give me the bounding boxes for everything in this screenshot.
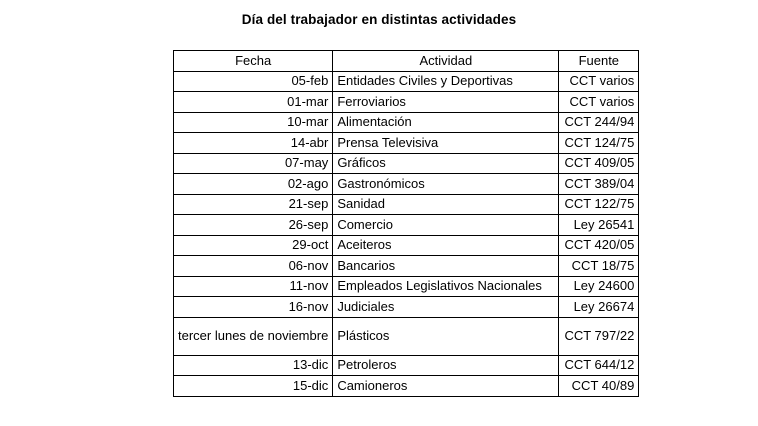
cell-fuente: CCT 124/75 <box>559 133 639 154</box>
table-row <box>174 235 639 256</box>
cell-actividad: Gráficos <box>333 153 559 174</box>
cell-fuente: CCT varios <box>559 92 639 113</box>
cell-actividad: Prensa Televisiva <box>333 133 559 154</box>
table-row <box>174 194 639 215</box>
cell-fuente: CCT 797/22 <box>559 317 639 355</box>
table-row <box>174 215 639 236</box>
cell-actividad: Comercio <box>333 215 559 236</box>
cell-fecha: 11-nov <box>174 276 333 297</box>
cell-fecha: 02-ago <box>174 174 333 195</box>
cell-fuente: CCT 420/05 <box>559 235 639 256</box>
table-row <box>174 133 639 154</box>
cell-fecha: 16-nov <box>174 297 333 318</box>
table-row <box>174 317 639 355</box>
table-row <box>174 297 639 318</box>
cell-fuente: CCT varios <box>559 71 639 92</box>
cell-fuente: CCT 389/04 <box>559 174 639 195</box>
table-row <box>174 376 639 397</box>
table-row <box>174 112 639 133</box>
cell-actividad: Entidades Civiles y Deportivas <box>333 71 559 92</box>
header-fecha: Fecha <box>174 51 333 72</box>
cell-actividad: Petroleros <box>333 355 559 376</box>
table-row <box>174 71 639 92</box>
table-row <box>174 153 639 174</box>
cell-actividad: Judiciales <box>333 297 559 318</box>
cell-fuente: CCT 644/12 <box>559 355 639 376</box>
table-header-row <box>174 51 639 72</box>
cell-fecha: 29-oct <box>174 235 333 256</box>
cell-fuente: Ley 26674 <box>559 297 639 318</box>
cell-actividad: Gastronómicos <box>333 174 559 195</box>
cell-fecha: 26-sep <box>174 215 333 236</box>
cell-fecha: 05-feb <box>174 71 333 92</box>
cell-actividad: Ferroviarios <box>333 92 559 113</box>
cell-fuente: CCT 122/75 <box>559 194 639 215</box>
cell-fecha: 15-dic <box>174 376 333 397</box>
cell-fecha: 21-sep <box>174 194 333 215</box>
cell-fecha: 01-mar <box>174 92 333 113</box>
table-row <box>174 276 639 297</box>
table-row <box>174 355 639 376</box>
table-row <box>174 92 639 113</box>
header-fuente: Fuente <box>559 51 639 72</box>
cell-actividad: Alimentación <box>333 112 559 133</box>
cell-fuente: Ley 24600 <box>559 276 639 297</box>
cell-actividad: Bancarios <box>333 256 559 277</box>
table-row <box>174 256 639 277</box>
cell-actividad: Aceiteros <box>333 235 559 256</box>
activities-table <box>173 50 639 397</box>
cell-actividad: Empleados Legislativos Nacionales <box>333 276 559 297</box>
cell-fecha: 07-may <box>174 153 333 174</box>
cell-fecha: 14-abr <box>174 133 333 154</box>
table-row <box>174 174 639 195</box>
cell-actividad: Plásticos <box>333 317 559 355</box>
cell-fuente: Ley 26541 <box>559 215 639 236</box>
cell-fuente: CCT 409/05 <box>559 153 639 174</box>
cell-fecha: tercer lunes de noviembre <box>174 317 333 355</box>
page-title: Día del trabajador en distintas actividades <box>241 12 517 27</box>
cell-actividad: Camioneros <box>333 376 559 397</box>
cell-fuente: CCT 244/94 <box>559 112 639 133</box>
cell-fecha: 10-mar <box>174 112 333 133</box>
cell-fecha: 13-dic <box>174 355 333 376</box>
cell-actividad: Sanidad <box>333 194 559 215</box>
cell-fuente: CCT 18/75 <box>559 256 639 277</box>
cell-fuente: CCT 40/89 <box>559 376 639 397</box>
header-actividad: Actividad <box>333 51 559 72</box>
cell-fecha: 06-nov <box>174 256 333 277</box>
